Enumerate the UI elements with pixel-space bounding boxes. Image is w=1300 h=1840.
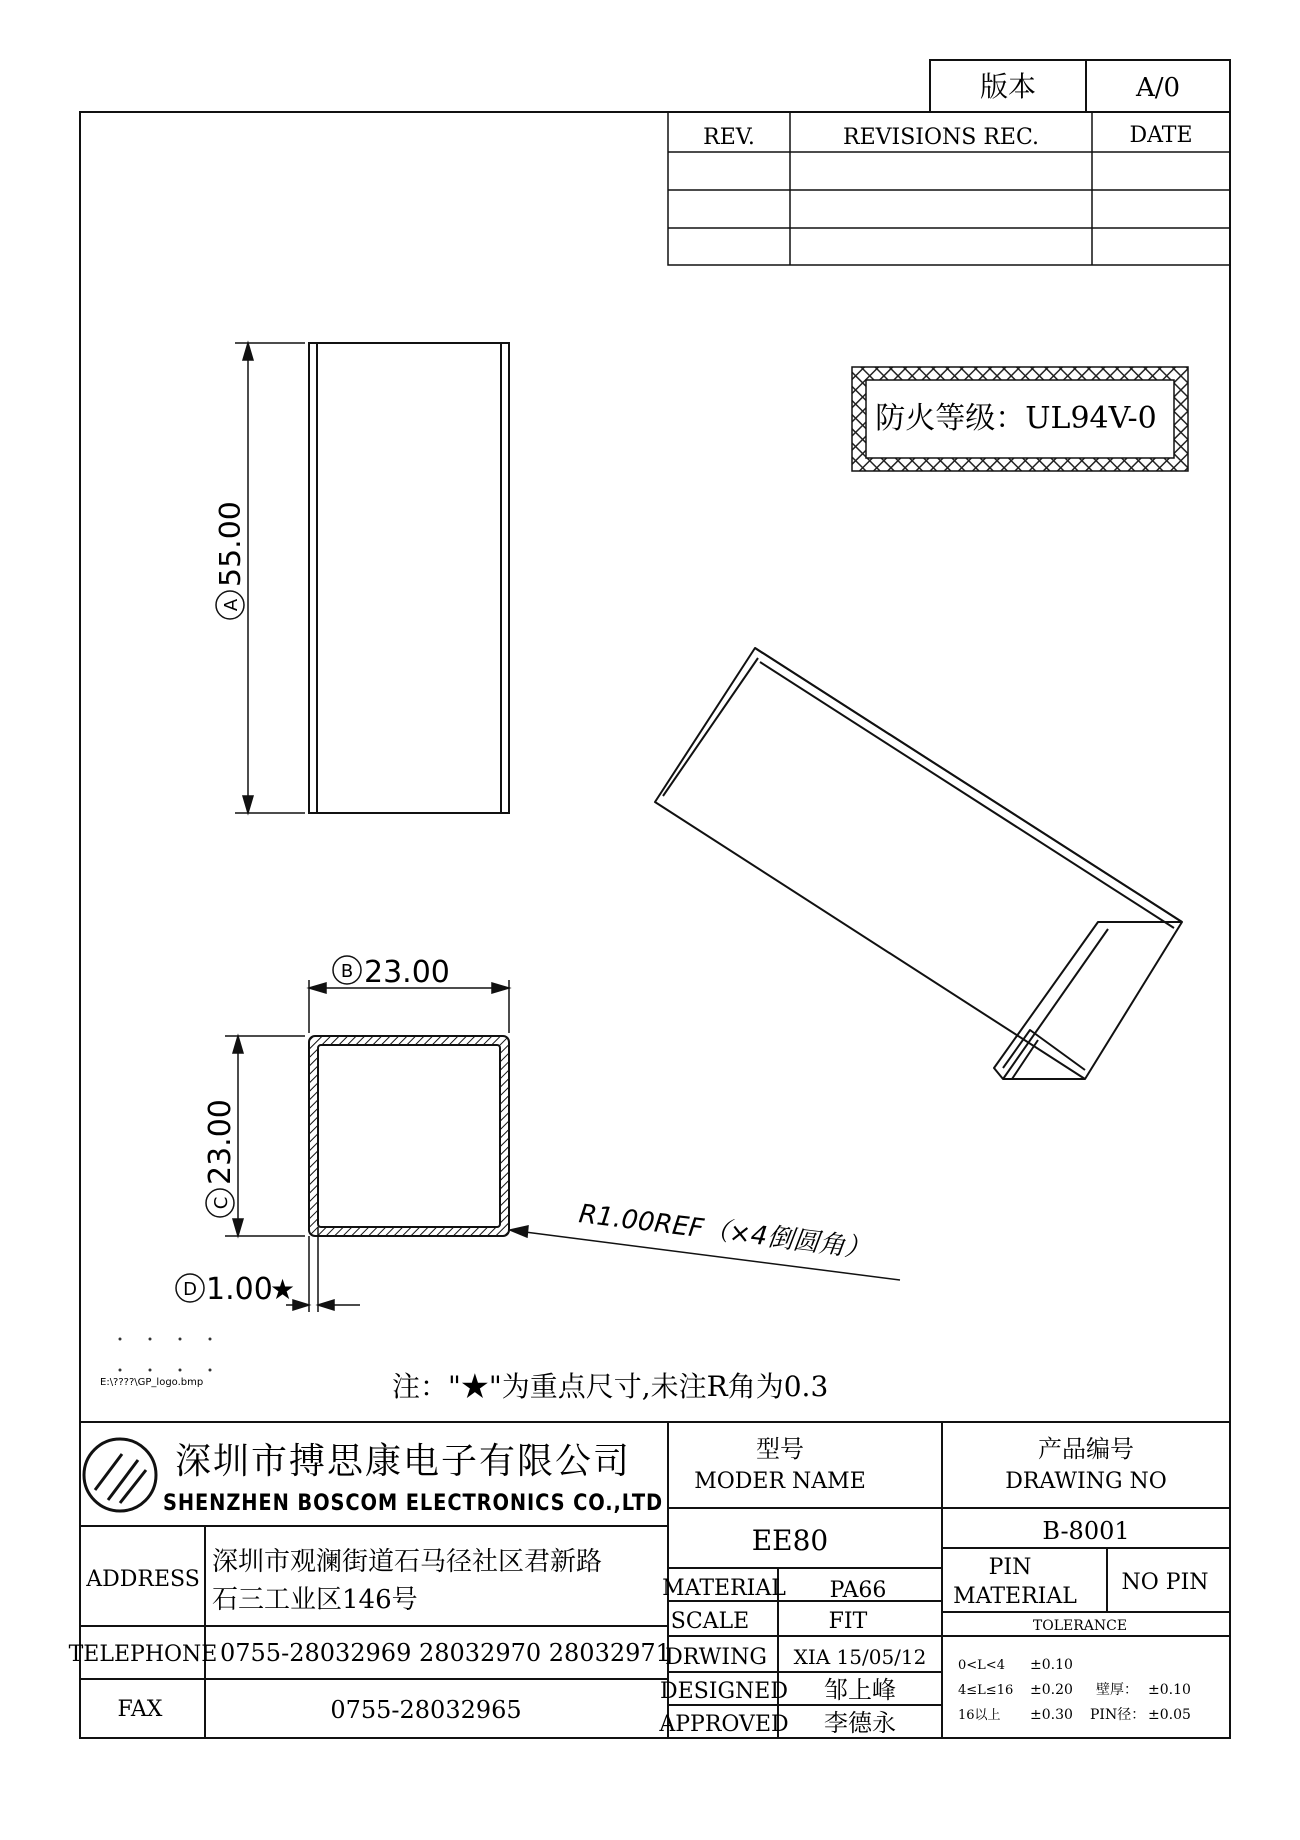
address-label: ADDRESS: [86, 1567, 200, 1592]
cross-section: [309, 1036, 509, 1236]
pin-material-label-2: MATERIAL: [953, 1584, 1077, 1609]
pin-tolerance-value: ±0.05: [1148, 1707, 1191, 1723]
drawing-no-value: B-8001: [1042, 1517, 1130, 1545]
designed-label: DESIGNED: [660, 1679, 788, 1704]
version-box: [930, 60, 1230, 112]
height-mark: A: [221, 598, 242, 612]
revisions-rec-header: REVISIONS REC.: [843, 125, 1039, 150]
address-line2: 石三工业区146号: [212, 1585, 418, 1615]
height-value: 55.00: [213, 501, 247, 587]
model-label-cn: 型号: [756, 1435, 804, 1463]
fire-rating-text: 防火等级：UL94V-0: [875, 401, 1157, 436]
address-line1: 深圳市观澜街道石马径社区君新路: [212, 1547, 603, 1577]
width-value: 23.00: [364, 955, 450, 990]
wall-star: ★: [270, 1273, 296, 1306]
company-name-en: SHENZHEN BOSCOM ELECTRONICS CO.,LTD: [163, 1491, 663, 1516]
model-value: EE80: [751, 1524, 829, 1557]
note-text: 注："★"为重点尺寸,未注R角为0.3: [392, 1370, 829, 1403]
telephone-label: TELEPHONE: [68, 1642, 218, 1667]
company-logo-icon: [84, 1439, 156, 1511]
tolerance-range-2: 4≤L≤16: [958, 1683, 1014, 1698]
pin-material-value: NO PIN: [1121, 1570, 1209, 1595]
tolerance-title: TOLERANCE: [1032, 1618, 1128, 1634]
wall-tolerance-label: 壁厚：: [1096, 1682, 1138, 1698]
drawing-no-label-en: DRAWING NO: [1005, 1469, 1167, 1494]
logo-placeholder-dots: [119, 1338, 212, 1372]
date-header: DATE: [1129, 123, 1193, 148]
tolerance-value-1: ±0.10: [1030, 1657, 1073, 1673]
designed-value: 邹上峰: [824, 1676, 896, 1704]
depth-mark: C: [211, 1196, 232, 1210]
fax-label: FAX: [117, 1697, 163, 1722]
version-value: A/0: [1135, 73, 1181, 103]
logo-path: E:\????\GP_logo.bmp: [100, 1377, 204, 1388]
tolerance-range-3: 16以上: [958, 1708, 1001, 1723]
telephone-value: 0755-28032969 28032970 28032971: [220, 1639, 671, 1667]
radius-label: R1.00REF（×4倒圆角）: [577, 1199, 873, 1265]
depth-value: 23.00: [203, 1099, 238, 1185]
wall-mark: D: [183, 1279, 197, 1300]
scale-value: FIT: [828, 1609, 868, 1634]
tolerance-value-2: ±0.20: [1030, 1682, 1073, 1698]
fax-value: 0755-28032965: [330, 1696, 522, 1724]
height-label: [214, 501, 247, 619]
tolerance-value-3: ±0.30: [1030, 1707, 1073, 1723]
approved-label: APPROVED: [659, 1712, 789, 1737]
model-label-en: MODER NAME: [694, 1469, 866, 1494]
company-name-cn: 深圳市搏思康电子有限公司: [175, 1441, 632, 1482]
pin-tolerance-label: PIN径：: [1090, 1707, 1146, 1723]
drwing-label: DRWING: [665, 1645, 767, 1670]
tolerance-range-1: 0<L<4: [958, 1658, 1005, 1673]
material-label: MATERIAL: [662, 1576, 786, 1601]
material-value: PA66: [829, 1578, 887, 1603]
front-view: [309, 343, 509, 813]
isometric-view: [655, 648, 1182, 1079]
wall-value: 1.00: [206, 1272, 273, 1307]
rev-header: REV.: [703, 125, 755, 150]
depth-label: [203, 1099, 238, 1217]
version-label: 版本: [979, 70, 1037, 103]
wall-dimension: [286, 1227, 360, 1312]
pin-material-label-1: PIN: [988, 1555, 1032, 1580]
wall-tolerance-value: ±0.10: [1148, 1682, 1191, 1698]
drwing-value: XIA 15/05/12: [793, 1645, 927, 1669]
drawing-no-label-cn: 产品编号: [1038, 1435, 1134, 1463]
approved-value: 李德永: [824, 1709, 896, 1737]
scale-label: SCALE: [670, 1609, 750, 1634]
width-mark: B: [340, 961, 354, 982]
